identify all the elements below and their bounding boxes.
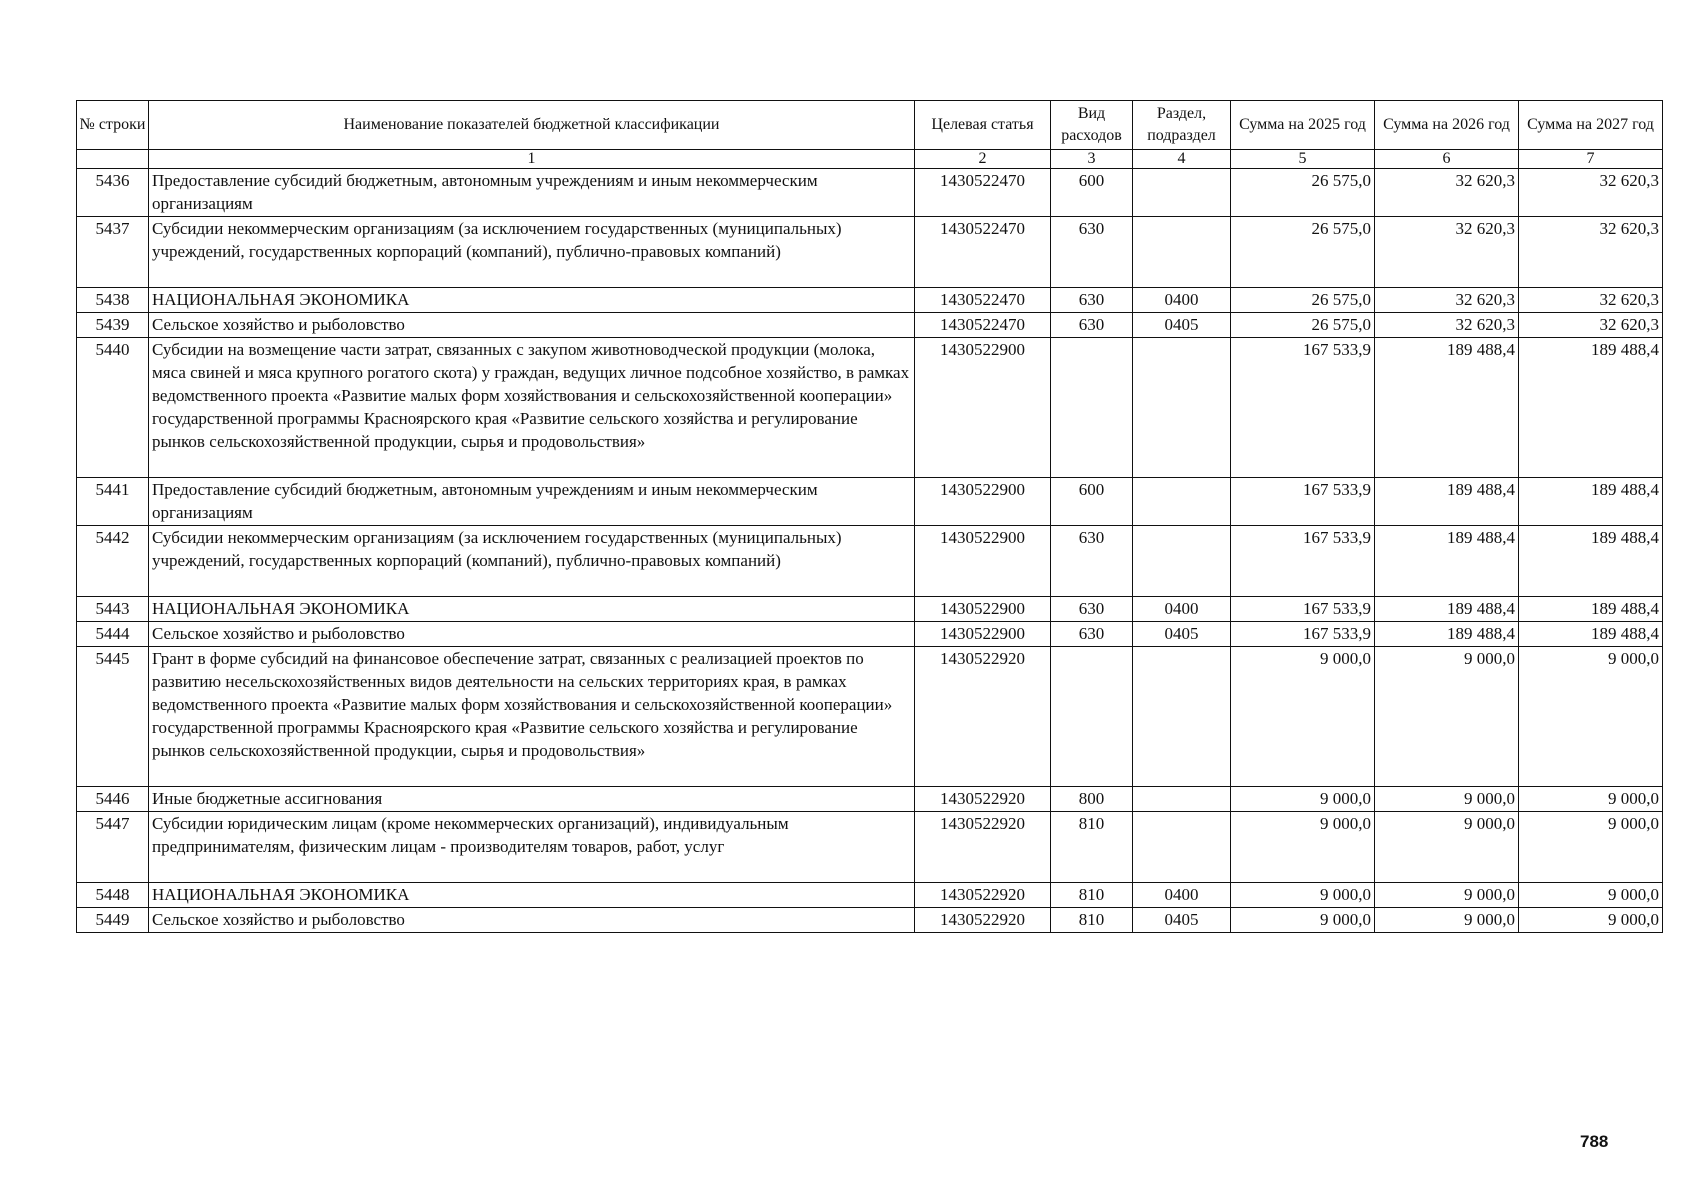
section-cell: [1133, 812, 1231, 883]
column-number: 7: [1519, 150, 1663, 169]
sum-2026-cell: 32 620,3: [1375, 313, 1519, 338]
expense-type-cell: 810: [1051, 908, 1133, 933]
target-article-cell: 1430522920: [915, 883, 1051, 908]
header-row-no: № строки: [77, 101, 149, 150]
budget-classification-table: [76, 100, 1663, 933]
sum-2026-cell: 189 488,4: [1375, 622, 1519, 647]
sum-2027-cell: 189 488,4: [1519, 478, 1663, 526]
indicator-name-cell: Субсидии на возмещение части затрат, связанных с закупом животноводческой продукции (молока, мяса свиней и мяса крупного рогатого скота) у граждан, ведущих личное подсобное хозяйство, в рамках ведомственного проекта «Развитие малых форм хозяйствования и сельскохозяйственной кооперации» государственной программы Красноярского края «Развитие сельского хозяйства и регулирование рынков сельскохозяйственной продукции, сырья и продовольствия»: [149, 338, 915, 478]
sum-2026-cell: 9 000,0: [1375, 787, 1519, 812]
section-cell: [1133, 338, 1231, 478]
section-cell: 0405: [1133, 908, 1231, 933]
target-article-cell: 1430522470: [915, 217, 1051, 288]
table-row: [77, 169, 1663, 217]
budget-table-wrapper: [76, 100, 1663, 933]
sum-2025-cell: 167 533,9: [1231, 597, 1375, 622]
sum-2026-cell: 9 000,0: [1375, 647, 1519, 787]
column-number: 3: [1051, 150, 1133, 169]
row-number-cell: 5448: [77, 883, 149, 908]
row-number-cell: 5447: [77, 812, 149, 883]
column-number: 6: [1375, 150, 1519, 169]
sum-2026-cell: 189 488,4: [1375, 338, 1519, 478]
sum-2025-cell: 167 533,9: [1231, 338, 1375, 478]
header-sum-2027: Сумма на 2027 год: [1519, 101, 1663, 150]
indicator-name-cell: Предоставление субсидий бюджетным, автономным учреждениям и иным некоммерческим организациям: [149, 478, 915, 526]
sum-2027-cell: 189 488,4: [1519, 597, 1663, 622]
target-article-cell: 1430522920: [915, 812, 1051, 883]
indicator-name-cell: НАЦИОНАЛЬНАЯ ЭКОНОМИКА: [149, 597, 915, 622]
table-row: [77, 812, 1663, 883]
column-number: [77, 150, 149, 169]
header-sum-2026: Сумма на 2026 год: [1375, 101, 1519, 150]
target-article-cell: 1430522470: [915, 288, 1051, 313]
table-row: [77, 622, 1663, 647]
target-article-cell: 1430522900: [915, 526, 1051, 597]
sum-2025-cell: 26 575,0: [1231, 217, 1375, 288]
section-cell: [1133, 647, 1231, 787]
expense-type-cell: 630: [1051, 526, 1133, 597]
section-cell: 0400: [1133, 883, 1231, 908]
header-target: Целевая статья: [915, 101, 1051, 150]
sum-2027-cell: 32 620,3: [1519, 313, 1663, 338]
row-number-cell: 5449: [77, 908, 149, 933]
target-article-cell: 1430522900: [915, 622, 1051, 647]
section-cell: 0400: [1133, 597, 1231, 622]
indicator-name-cell: Предоставление субсидий бюджетным, автономным учреждениям и иным некоммерческим организациям: [149, 169, 915, 217]
sum-2025-cell: 26 575,0: [1231, 169, 1375, 217]
row-number-cell: 5443: [77, 597, 149, 622]
table-row: [77, 647, 1663, 787]
expense-type-cell: 630: [1051, 622, 1133, 647]
expense-type-cell: 630: [1051, 217, 1133, 288]
sum-2025-cell: 9 000,0: [1231, 812, 1375, 883]
section-cell: [1133, 526, 1231, 597]
target-article-cell: 1430522900: [915, 597, 1051, 622]
sum-2026-cell: 9 000,0: [1375, 883, 1519, 908]
sum-2027-cell: 32 620,3: [1519, 288, 1663, 313]
sum-2026-cell: 32 620,3: [1375, 217, 1519, 288]
expense-type-cell: 630: [1051, 313, 1133, 338]
sum-2027-cell: 189 488,4: [1519, 526, 1663, 597]
expense-type-cell: 630: [1051, 288, 1133, 313]
indicator-name-cell: НАЦИОНАЛЬНАЯ ЭКОНОМИКА: [149, 883, 915, 908]
header-row: [77, 101, 1663, 150]
sum-2027-cell: 32 620,3: [1519, 217, 1663, 288]
row-number-cell: 5438: [77, 288, 149, 313]
sum-2026-cell: 189 488,4: [1375, 526, 1519, 597]
sum-2026-cell: 189 488,4: [1375, 597, 1519, 622]
section-cell: [1133, 169, 1231, 217]
indicator-name-cell: Субсидии юридическим лицам (кроме некоммерческих организаций), индивидуальным предпринимателям, физическим лицам - производителям товаров, работ, услуг: [149, 812, 915, 883]
section-cell: [1133, 478, 1231, 526]
column-number-row: [77, 150, 1663, 169]
target-article-cell: 1430522920: [915, 787, 1051, 812]
row-number-cell: 5445: [77, 647, 149, 787]
indicator-name-cell: Грант в форме субсидий на финансовое обеспечение затрат, связанных с реализацией проектов по развитию несельскохозяйственных видов деятельности на сельских территориях края, в рамках ведомственного проекта «Развитие малых форм хозяйствования и сельскохозяйственной кооперации» государственной программы Красноярского края «Развитие сельского хозяйства и регулирование рынков сельскохозяйственной продукции, сырья и продовольствия»: [149, 647, 915, 787]
expense-type-cell: [1051, 338, 1133, 478]
row-number-cell: 5441: [77, 478, 149, 526]
target-article-cell: 1430522900: [915, 478, 1051, 526]
table-body: [77, 169, 1663, 933]
column-number: 1: [149, 150, 915, 169]
sum-2026-cell: 189 488,4: [1375, 478, 1519, 526]
sum-2025-cell: 167 533,9: [1231, 622, 1375, 647]
section-cell: 0405: [1133, 622, 1231, 647]
row-number-cell: 5437: [77, 217, 149, 288]
sum-2025-cell: 26 575,0: [1231, 288, 1375, 313]
sum-2025-cell: 9 000,0: [1231, 883, 1375, 908]
indicator-name-cell: НАЦИОНАЛЬНАЯ ЭКОНОМИКА: [149, 288, 915, 313]
target-article-cell: 1430522470: [915, 313, 1051, 338]
indicator-name-cell: Иные бюджетные ассигнования: [149, 787, 915, 812]
expense-type-cell: 600: [1051, 169, 1133, 217]
section-cell: [1133, 787, 1231, 812]
sum-2026-cell: 32 620,3: [1375, 288, 1519, 313]
table-row: [77, 288, 1663, 313]
section-cell: 0400: [1133, 288, 1231, 313]
table-row: [77, 217, 1663, 288]
row-number-cell: 5439: [77, 313, 149, 338]
header-sum-2025: Сумма на 2025 год: [1231, 101, 1375, 150]
table-row: [77, 787, 1663, 812]
sum-2027-cell: 9 000,0: [1519, 812, 1663, 883]
sum-2027-cell: 9 000,0: [1519, 883, 1663, 908]
target-article-cell: 1430522900: [915, 338, 1051, 478]
expense-type-cell: 630: [1051, 597, 1133, 622]
column-number: 5: [1231, 150, 1375, 169]
sum-2027-cell: 9 000,0: [1519, 647, 1663, 787]
sum-2025-cell: 26 575,0: [1231, 313, 1375, 338]
sum-2025-cell: 9 000,0: [1231, 908, 1375, 933]
page-number: 788: [1580, 1132, 1609, 1151]
expense-type-cell: 600: [1051, 478, 1133, 526]
expense-type-cell: 810: [1051, 812, 1133, 883]
row-number-cell: 5436: [77, 169, 149, 217]
indicator-name-cell: Сельское хозяйство и рыболовство: [149, 622, 915, 647]
sum-2026-cell: 9 000,0: [1375, 908, 1519, 933]
sum-2025-cell: 167 533,9: [1231, 478, 1375, 526]
header-expense-type: Вид расходов: [1051, 101, 1133, 150]
indicator-name-cell: Субсидии некоммерческим организациям (за исключением государственных (муниципальных) учреждений, государственных корпораций (компаний), публично-правовых компаний): [149, 526, 915, 597]
target-article-cell: 1430522920: [915, 647, 1051, 787]
header-name: Наименование показателей бюджетной классификации: [149, 101, 915, 150]
expense-type-cell: 810: [1051, 883, 1133, 908]
sum-2025-cell: 9 000,0: [1231, 787, 1375, 812]
table-row: [77, 313, 1663, 338]
header-section: Раздел, подраздел: [1133, 101, 1231, 150]
row-number-cell: 5446: [77, 787, 149, 812]
sum-2027-cell: 9 000,0: [1519, 787, 1663, 812]
sum-2025-cell: 167 533,9: [1231, 526, 1375, 597]
sum-2027-cell: 189 488,4: [1519, 338, 1663, 478]
section-cell: [1133, 217, 1231, 288]
row-number-cell: 5442: [77, 526, 149, 597]
table-row: [77, 338, 1663, 478]
table-row: [77, 597, 1663, 622]
indicator-name-cell: Сельское хозяйство и рыболовство: [149, 313, 915, 338]
target-article-cell: 1430522920: [915, 908, 1051, 933]
indicator-name-cell: Сельское хозяйство и рыболовство: [149, 908, 915, 933]
sum-2027-cell: 32 620,3: [1519, 169, 1663, 217]
indicator-name-cell: Субсидии некоммерческим организациям (за исключением государственных (муниципальных) учреждений, государственных корпораций (компаний), публично-правовых компаний): [149, 217, 915, 288]
table-row: [77, 908, 1663, 933]
column-number: 4: [1133, 150, 1231, 169]
section-cell: 0405: [1133, 313, 1231, 338]
expense-type-cell: [1051, 647, 1133, 787]
table-row: [77, 526, 1663, 597]
sum-2027-cell: 189 488,4: [1519, 622, 1663, 647]
target-article-cell: 1430522470: [915, 169, 1051, 217]
sum-2026-cell: 9 000,0: [1375, 812, 1519, 883]
sum-2026-cell: 32 620,3: [1375, 169, 1519, 217]
row-number-cell: 5444: [77, 622, 149, 647]
table-row: [77, 883, 1663, 908]
row-number-cell: 5440: [77, 338, 149, 478]
sum-2027-cell: 9 000,0: [1519, 908, 1663, 933]
sum-2025-cell: 9 000,0: [1231, 647, 1375, 787]
table-row: [77, 478, 1663, 526]
expense-type-cell: 800: [1051, 787, 1133, 812]
column-number: 2: [915, 150, 1051, 169]
